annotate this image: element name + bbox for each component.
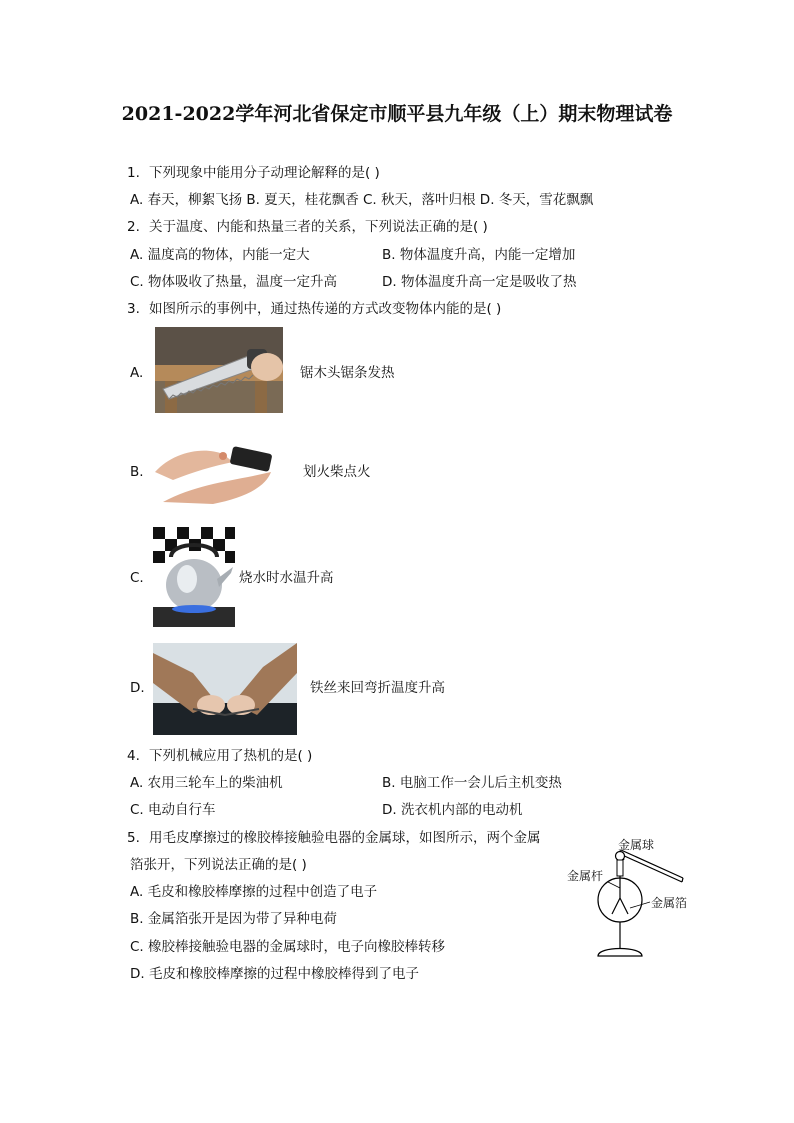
question-4-number: 4. (127, 748, 140, 764)
question-3-option-b-letter: B. (130, 464, 144, 480)
question-4-option-d: D. 洗衣机内部的电动机 (382, 802, 523, 818)
question-3-number: 3. (127, 301, 140, 317)
question-1-options: A. 春天，柳絮飞扬 B. 夏天，桂花飘香 C. 秋天，落叶归根 D. 冬天，雪花飘飘 (130, 192, 594, 208)
question-2-stem: 2. 关于温度、内能和热量三者的关系，下列说法正确的是( ) (127, 219, 488, 235)
bending-wire-photo (153, 643, 297, 735)
question-4-option-a: A. 农用三轮车上的柴油机 (130, 775, 283, 791)
question-4-option-c: C. 电动自行车 (130, 802, 216, 818)
question-1-number: 1. (127, 165, 140, 181)
question-5-option-a: A. 毛皮和橡胶棒摩擦的过程中创造了电子 (130, 884, 378, 900)
question-5-option-b: B. 金属箔张开是因为带了异种电荷 (130, 911, 337, 927)
question-5-option-c: C. 橡胶棒接触验电器的金属球时，电子向橡胶棒转移 (130, 939, 446, 955)
question-4-stem: 4. 下列机械应用了热机的是( ) (127, 748, 313, 764)
question-3-option-c-letter: C. (130, 570, 144, 586)
question-2-number: 2. (127, 219, 140, 235)
question-2-option-c: C. 物体吸收了热量，温度一定升高 (130, 274, 338, 290)
page-title: 2021-2022学年河北省保定市顺平县九年级（上）期末物理试卷 (121, 103, 673, 125)
kettle-on-stove-photo (153, 527, 235, 627)
question-5-number: 5. (127, 830, 140, 846)
question-3-option-b-caption: 划火柴点火 (303, 464, 371, 480)
question-3-option-d-caption: 铁丝来回弯折温度升高 (310, 680, 445, 696)
electroscope-figure (564, 832, 694, 962)
figure-label-metal-ball: 金属球 (618, 838, 655, 852)
question-4-option-b: B. 电脑工作一会儿后主机变热 (382, 775, 562, 791)
question-2-option-b: B. 物体温度升高，内能一定增加 (382, 247, 576, 263)
question-2-option-a: A. 温度高的物体，内能一定大 (130, 247, 310, 263)
question-5-stem-continued: 箔张开，下列说法正确的是( ) (130, 857, 307, 873)
question-3-option-a-letter: A. (130, 365, 144, 381)
question-3-stem: 3. 如图所示的事例中，通过热传递的方式改变物体内能的是( ) (127, 301, 502, 317)
striking-match-photo (153, 432, 277, 512)
question-2-option-d: D. 物体温度升高一定是吸收了热 (382, 274, 577, 290)
question-1-stem: 1. 下列现象中能用分子动理论解释的是( ) (127, 165, 380, 181)
sawing-wood-photo (155, 327, 283, 413)
figure-label-metal-rod: 金属杆 (567, 869, 604, 883)
question-3-option-c-caption: 烧水时水温升高 (239, 570, 334, 586)
question-3-option-d-letter: D. (130, 680, 145, 696)
figure-label-metal-foil: 金属箔 (651, 896, 688, 910)
question-5-option-d: D. 毛皮和橡胶棒摩擦的过程中橡胶棒得到了电子 (130, 966, 419, 982)
question-5-stem: 5. 用毛皮摩擦过的橡胶棒接触验电器的金属球，如图所示，两个金属 (127, 830, 541, 846)
question-3-option-a-caption: 锯木头锯条发热 (300, 365, 395, 381)
